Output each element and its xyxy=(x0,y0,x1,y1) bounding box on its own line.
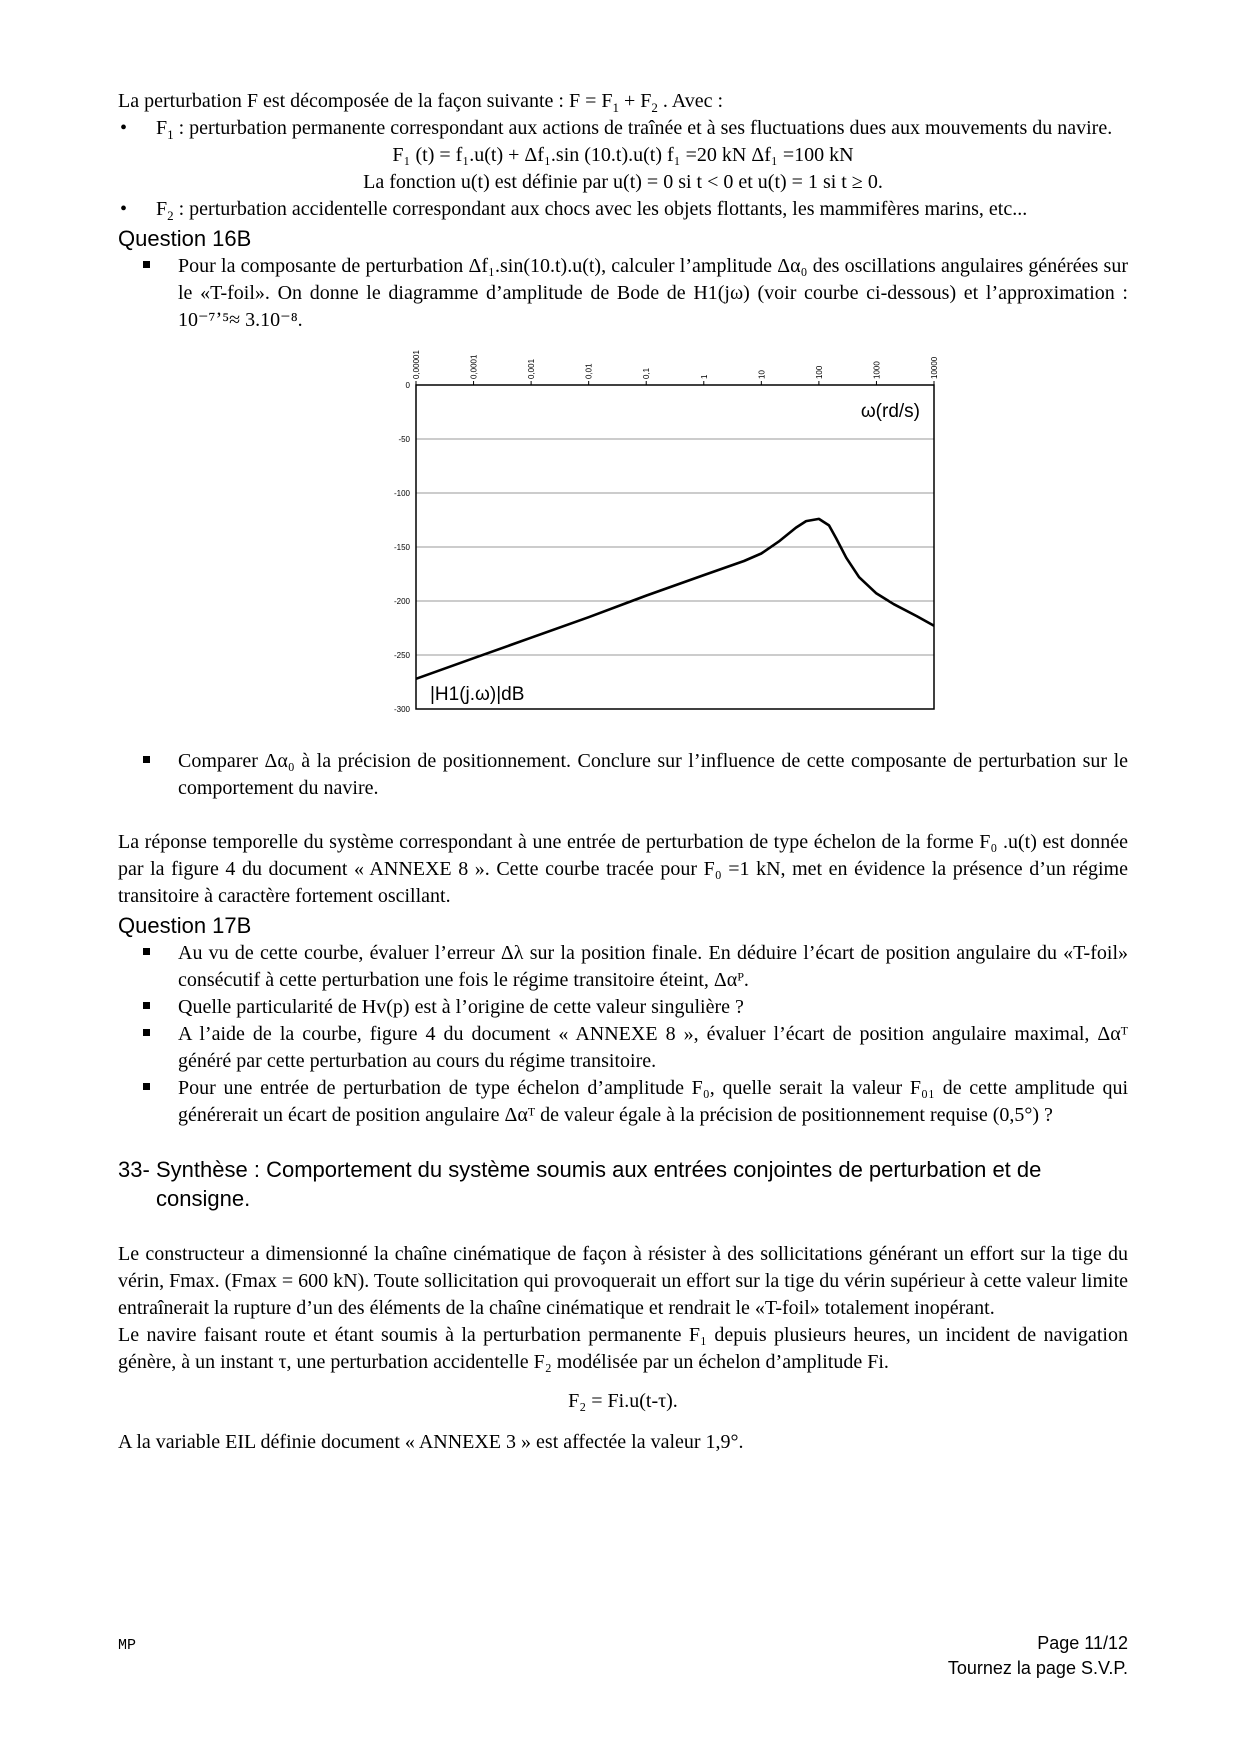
section-33-title: 33- Synthèse : Comportement du système soumis aux entrées conjointes de perturbation et de consigne. xyxy=(118,1157,1042,1211)
square-bullet-icon xyxy=(143,1083,150,1090)
para-response: La réponse temporelle du système correspondant à une entrée de perturbation de type échelon de la forme F₀ .u(t) est donnée par la figure 4 du document « ANNEXE 8 ». Cette courbe tracée pour F₀ =1 kN, met en évidence la présence d’un régime transitoire à caractère fortement oscillant. xyxy=(118,831,1128,907)
square-bullet-icon xyxy=(143,948,150,955)
bode-chart-svg xyxy=(370,344,990,734)
f1-formula: F₁ (t) = f₁.u(t) + Δf₁.sin (10.t).u(t) f₁ =20 kN Δf₁ =100 kN xyxy=(392,144,854,166)
y-tick-label: -50 xyxy=(398,435,410,444)
q17-item-3: A l’aide de la courbe, figure 4 du document « ANNEXE 8 », évaluer l’écart de position angulaire maximal, Δαᵀ généré par cette perturbation au cours du régime transitoire. xyxy=(118,1021,1128,1075)
x-tick-label: 0,0001 xyxy=(469,354,479,379)
y-axis-label: |H1(j.ω)|dB xyxy=(430,684,525,705)
square-bullet-icon xyxy=(143,261,150,268)
bullet-f2: • $F_2$ : perturbation accidentelle correspondant aux chocs avec les objets flottants, les mammifères marins, etc... xyxy=(120,198,1028,223)
q17-item-1: Au vu de cette courbe, évaluer l’erreur Δλ sur la position finale. En déduire l’écart de position angulaire du «T-foil» consécutif à cette perturbation une fois le régime transitoire éteint, Δαᴾ. xyxy=(118,940,1128,994)
x-tick-label: 1 xyxy=(699,374,709,379)
square-bullet-icon xyxy=(143,1029,150,1036)
question-16b-title: Question 16B xyxy=(118,226,252,251)
para-eil: A la variable EIL définie document « ANNEXE 3 » est affectée la valeur 1,9°. xyxy=(118,1431,744,1453)
x-tick-label: 100 xyxy=(814,365,824,379)
y-tick-label: 0 xyxy=(405,381,410,390)
page-content xyxy=(118,88,1128,1456)
footer-left: MP xyxy=(118,1637,137,1654)
y-tick-label: -100 xyxy=(393,489,410,498)
u-definition: La fonction u(t) est définie par u(t) = 0 si t < 0 et u(t) = 1 si t ≥ 0. xyxy=(363,171,883,193)
y-tick-label: -300 xyxy=(393,705,410,714)
x-axis-label: ω(rd/s) xyxy=(860,401,920,422)
y-tick-label: -200 xyxy=(393,597,410,606)
q16-item-1: Pour la composante de perturbation Δf₁.sin(10.t).u(t), calculer l’amplitude Δα₀ des oscillations angulaires générées sur le «T-foil». On donne le diagramme d’amplitude de Bode de H1(jω) (voir courbe ci-dessous) et l’approximation : 10⁻⁷ʼ⁵≈ 3.10⁻⁸. xyxy=(118,253,1128,334)
question-17b-title: Question 17B xyxy=(118,913,252,938)
bode-chart xyxy=(370,344,990,734)
footer-right xyxy=(948,1631,1128,1681)
q17-item-4: Pour une entrée de perturbation de type échelon d’amplitude F₀, quelle serait la valeur F₀₁ de cette amplitude qui générerait un écart de position angulaire Δαᵀ de valeur égale à la précision de positionnement requise (0,5°) ? xyxy=(118,1075,1128,1129)
square-bullet-icon xyxy=(143,756,150,763)
y-tick-label: -150 xyxy=(393,543,410,552)
square-bullet-icon xyxy=(143,1002,150,1009)
x-tick-label: 0,1 xyxy=(642,367,652,379)
para-constructeur: Le constructeur a dimensionné la chaîne cinématique de façon à résister à des sollicitations générant un effort sur la tige du vérin, Fmax. (Fmax = 600 kN). Toute sollicitation qui provoquerait un effort sur la tige du vérin supérieur à cette valeur limite entraînerait la rupture d’un des éléments de la chaîne cinématique et rendrait le «T-foil» totalement inopérant. xyxy=(118,1243,1128,1319)
turn-page-note: Tournez la page S.V.P. xyxy=(947,1658,1128,1678)
x-tick-label: 10 xyxy=(757,370,767,379)
x-tick-label: 1000 xyxy=(872,361,882,379)
bullet-dot-icon: • xyxy=(120,117,128,139)
formula-f2: F₂ = Fi.u(t-τ). xyxy=(568,1390,678,1412)
para-navire: Le navire faisant route et étant soumis à la perturbation permanente F₁ depuis plusieurs heures, un incident de navigation génère, à un instant τ, une perturbation accidentelle F₂ modélisée par un échelon d’amplitude Fi. xyxy=(118,1324,1128,1373)
page-number: Page 11/12 xyxy=(1037,1633,1128,1653)
q17-item-2: Quelle particularité de Hv(p) est à l’origine de cette valeur singulière ? xyxy=(118,994,1128,1021)
y-tick-label: -250 xyxy=(393,651,410,660)
bullet-f1: • $F_1$ : perturbation permanente correspondant aux actions de traînée et à ses fluctuations dues aux mouvements du navire. xyxy=(120,117,1113,142)
x-tick-label: 0,01 xyxy=(584,363,594,379)
x-tick-label: 0,00001 xyxy=(412,350,421,379)
bullet-dot-icon: • xyxy=(120,198,128,220)
x-tick-label: 10000 xyxy=(930,356,939,379)
q16-item-2: Comparer Δα₀ à la précision de positionnement. Conclure sur l’influence de cette composante de perturbation sur le comportement du navire. xyxy=(118,748,1128,802)
x-tick-label: 0,001 xyxy=(527,358,537,379)
intro-line: La perturbation F est décomposée de la façon suivante : $F = F_1 + F_2$ . Avec : xyxy=(118,90,724,115)
